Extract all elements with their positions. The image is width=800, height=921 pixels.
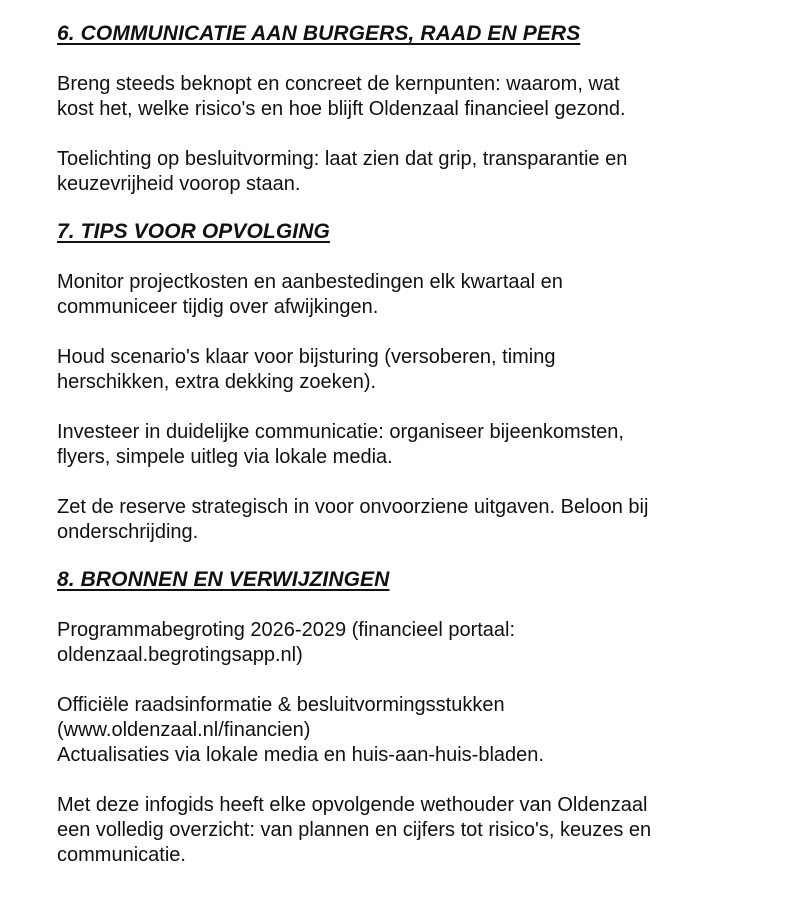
text-line: Zet de reserve strategisch in voor onvoorziene uitgaven. Beloon bij [57,496,649,518]
text-line: Programmabegroting 2026-2029 (financieel portaal: [57,619,516,641]
document-page [57,19,757,868]
paragraph [57,793,757,868]
text-line: communiceer tijdig over afwijkingen. [57,296,379,318]
text-line: Investeer in duidelijke communicatie: organiseer bijeenkomsten, [57,421,624,443]
section-heading-bronnen: 8. BRONNEN EN VERWIJZINGEN [57,568,390,591]
paragraph [57,345,757,395]
text-line: communicatie. [57,844,186,866]
text-line: Officiële raadsinformatie & besluitvormingsstukken [57,694,505,716]
text-line: oldenzaal.begrotingsapp.nl) [57,644,303,666]
paragraph [57,618,757,668]
paragraph [57,495,757,545]
section-heading-tips: 7. TIPS VOOR OPVOLGING [57,220,330,243]
section-heading-communicatie: 6. COMMUNICATIE AAN BURGERS, RAAD EN PERS [57,22,581,45]
text-line: Houd scenario's klaar voor bijsturing (versoberen, timing [57,346,556,368]
text-line: (www.oldenzaal.nl/financien) [57,719,311,741]
text-line: Met deze infogids heeft elke opvolgende wethouder van Oldenzaal [57,794,648,816]
text-line: Actualisaties via lokale media en huis-aan-huis-bladen. [57,744,544,766]
paragraph [57,72,757,122]
text-line: keuzevrijheid voorop staan. [57,173,301,195]
text-line: Toelichting op besluitvorming: laat zien dat grip, transparantie en [57,148,628,170]
text-line: kost het, welke risico's en hoe blijft Oldenzaal financieel gezond. [57,98,626,120]
paragraph [57,147,757,197]
text-line: Monitor projectkosten en aanbestedingen elk kwartaal en [57,271,563,293]
paragraph [57,420,757,470]
text-line: onderschrijding. [57,521,199,543]
text-line: flyers, simpele uitleg via lokale media. [57,446,393,468]
paragraph [57,693,757,768]
paragraph [57,270,757,320]
text-line: Breng steeds beknopt en concreet de kernpunten: waarom, wat [57,73,620,95]
text-line: herschikken, extra dekking zoeken). [57,371,377,393]
text-line: een volledig overzicht: van plannen en cijfers tot risico's, keuzes en [57,819,652,841]
